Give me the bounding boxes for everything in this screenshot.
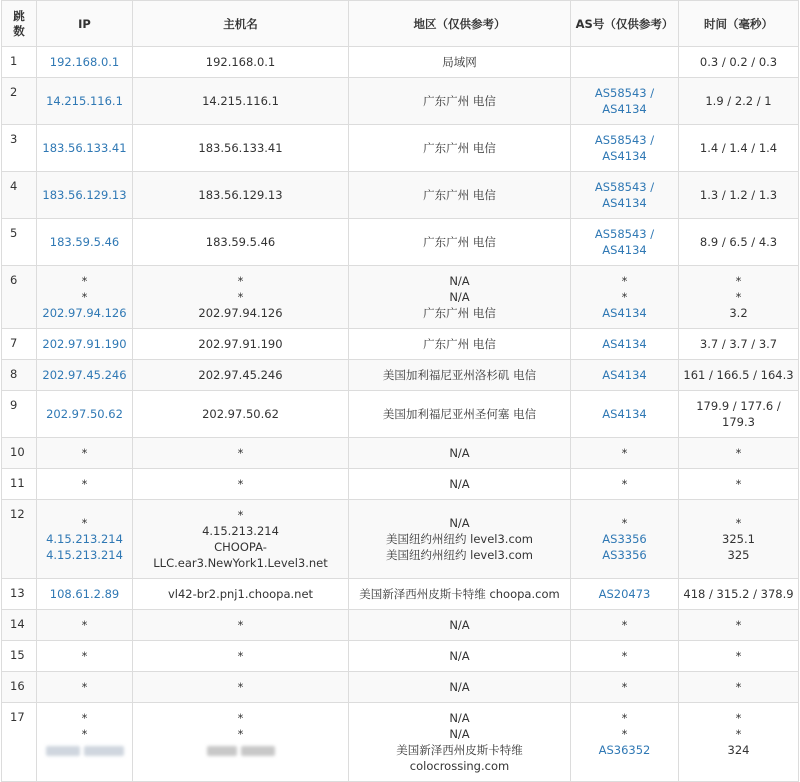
hostname-line: * [237,727,244,741]
as-cell [571,219,679,266]
table-row [2,125,799,172]
ip-cell [37,438,133,469]
table-row [2,172,799,219]
ip-line[interactable]: 202.97.94.126 [42,306,127,320]
ip-cell [37,329,133,360]
ip-line[interactable]: 4.15.213.214 [46,548,123,562]
table-row [2,469,799,500]
hop-number: 8 [2,360,37,391]
hostname-cell [133,500,349,579]
ip-cell [37,219,133,266]
as-line[interactable]: AS4134 [602,407,647,421]
region-line: 美国加利福尼亚州洛杉矶 电信 [382,368,537,382]
time-line: 0.3 / 0.2 / 0.3 [699,55,778,69]
hop-number: 6 [2,266,37,329]
ip-line[interactable]: 108.61.2.89 [49,587,120,601]
time-line: * [735,618,742,632]
hostname-line: * [237,618,244,632]
region-line: colocrossing.com [409,759,510,773]
region-line: 广东广州 电信 [423,337,496,351]
as-line[interactable]: AS20473 [598,587,651,601]
time-line: 179.3 [722,415,755,429]
ip-line: * [81,274,88,288]
time-line: * [735,274,742,288]
region-line: N/A [449,290,470,304]
header-as: AS号（仅供参考） [571,1,679,47]
hostname-line: 202.97.45.246 [198,368,283,382]
region-cell [349,438,571,469]
ip-cell [37,579,133,610]
region-line: 美国纽约州纽约 level3.com [385,532,534,546]
hostname-cell [133,78,349,125]
as-cell [571,360,679,391]
as-line[interactable]: AS58543 / [594,180,655,194]
hostname-line: * [237,290,244,304]
as-line: * [621,618,628,632]
hostname-cell [133,579,349,610]
time-line: 3.2 [729,306,748,320]
hostname-cell [133,703,349,782]
as-line: * [621,290,628,304]
as-line: * [621,274,628,288]
time-cell [679,219,799,266]
time-line: * [735,290,742,304]
table-row [2,329,799,360]
region-line: N/A [449,516,470,530]
table-row [2,672,799,703]
table-row [2,391,799,438]
hostname-line: 183.59.5.46 [205,235,276,249]
as-line: * [621,727,628,741]
region-cell [349,391,571,438]
header-time: 时间（毫秒） [679,1,799,47]
region-cell [349,500,571,579]
ip-cell [37,47,133,78]
hop-number: 5 [2,219,37,266]
hostname-cell [133,266,349,329]
region-cell [349,360,571,391]
time-cell [679,391,799,438]
as-cell [571,703,679,782]
region-cell [349,610,571,641]
as-line[interactable]: AS4134 [602,337,647,351]
hop-number: 10 [2,438,37,469]
table-row [2,219,799,266]
as-cell [571,172,679,219]
hostname-line: * [237,446,244,460]
ip-line[interactable]: 202.97.50.62 [46,407,123,421]
as-line[interactable]: AS3356 [602,532,647,546]
region-line: 广东广州 电信 [423,94,496,108]
ip-line: * [81,727,88,741]
as-cell [571,329,679,360]
header-ip: IP [37,1,133,47]
time-cell [679,266,799,329]
ip-line[interactable]: 183.56.129.13 [42,188,127,202]
ip-cell [37,172,133,219]
table-row [2,78,799,125]
hostname-line: 183.56.133.41 [198,141,283,155]
ip-line[interactable]: 183.56.133.41 [42,141,127,155]
region-line: N/A [449,477,470,491]
region-line: N/A [449,618,470,632]
hostname-cell [133,172,349,219]
hostname-cell [133,360,349,391]
hostname-line: 4.15.213.214 [202,524,279,538]
ip-line: * [81,446,88,460]
as-line: * [621,516,628,530]
hostname-cell [133,641,349,672]
time-cell [679,703,799,782]
time-line: * [735,516,742,530]
region-line: 局域网 [442,55,477,69]
region-line: 广东广州 电信 [423,141,496,155]
as-line[interactable]: AS4134 [602,306,647,320]
hop-number: 15 [2,641,37,672]
ip-line[interactable]: 192.168.0.1 [49,55,120,69]
as-cell [571,47,679,78]
redacted-hostname [135,742,346,759]
as-cell [571,78,679,125]
hostname-line: 14.215.116.1 [202,94,279,108]
hop-number: 14 [2,610,37,641]
ip-cell [37,78,133,125]
time-line: 3.7 / 3.7 / 3.7 [699,337,778,351]
hostname-line: * [237,680,244,694]
time-line: * [735,477,742,491]
ip-line: * [81,649,88,663]
hostname-line: vl42-br2.pnj1.choopa.net [167,587,314,601]
hostname-line: 202.97.91.190 [198,337,283,351]
hop-number: 17 [2,703,37,782]
as-line[interactable]: AS36352 [598,743,651,757]
header-hop: 跳 数 [2,1,37,47]
ip-cell [37,125,133,172]
region-cell [349,469,571,500]
header-hostname: 主机名 [133,1,349,47]
time-line: 325 [727,548,750,562]
table-row [2,641,799,672]
ip-line: * [81,680,88,694]
region-line: N/A [449,711,470,725]
as-line[interactable]: AS58543 / [594,133,655,147]
hop-number: 16 [2,672,37,703]
table-row [2,703,799,782]
hostname-cell [133,391,349,438]
time-cell [679,172,799,219]
time-cell [679,329,799,360]
ip-line: * [81,516,88,530]
time-cell [679,125,799,172]
table-row [2,47,799,78]
as-line: * [621,711,628,725]
ip-line: * [81,711,88,725]
hostname-cell [133,610,349,641]
region-cell [349,329,571,360]
time-cell [679,360,799,391]
ip-line[interactable]: 183.59.5.46 [49,235,120,249]
as-cell [571,500,679,579]
hop-number: 1 [2,47,37,78]
table-header-row [2,1,799,47]
time-line: 1.4 / 1.4 / 1.4 [699,141,778,155]
hostname-line: 192.168.0.1 [205,55,276,69]
hostname-cell [133,469,349,500]
region-line: 美国纽约州纽约 level3.com [385,548,534,562]
as-line: * [621,649,628,663]
time-line: * [735,649,742,663]
region-cell [349,579,571,610]
as-cell [571,266,679,329]
as-cell [571,391,679,438]
as-cell [571,438,679,469]
region-line: 广东广州 电信 [423,188,496,202]
region-cell [349,266,571,329]
ip-cell [37,641,133,672]
as-line[interactable]: AS4134 [602,102,647,116]
time-cell [679,500,799,579]
time-cell [679,579,799,610]
as-cell [571,469,679,500]
time-line: 1.3 / 1.2 / 1.3 [699,188,778,202]
redacted-ip [39,742,130,759]
region-line: N/A [449,727,470,741]
as-line[interactable]: AS4134 [602,196,647,210]
as-line: * [621,680,628,694]
region-cell [349,47,571,78]
as-line[interactable]: AS58543 / [594,86,655,100]
hostname-line: * [237,477,244,491]
as-cell [571,579,679,610]
table-row [2,360,799,391]
ip-line[interactable]: 4.15.213.214 [46,532,123,546]
as-cell [571,641,679,672]
hostname-line: * [237,649,244,663]
time-cell [679,47,799,78]
ip-cell [37,610,133,641]
hop-number: 3 [2,125,37,172]
time-line: 179.9 / 177.6 / [696,399,781,413]
time-line: 161 / 166.5 / 164.3 [683,368,794,382]
ip-cell [37,500,133,579]
time-line: * [735,727,742,741]
time-line: 8.9 / 6.5 / 4.3 [699,235,778,249]
hop-number: 11 [2,469,37,500]
time-line: 325.1 [722,532,755,546]
region-line: 美国加利福尼亚州圣何塞 电信 [382,407,537,421]
table-row [2,610,799,641]
ip-cell [37,391,133,438]
region-line: 美国新泽西州皮斯卡特维 choopa.com [359,587,560,601]
time-cell [679,610,799,641]
time-cell [679,78,799,125]
ip-cell [37,266,133,329]
ip-line: * [81,618,88,632]
region-line: 广东广州 电信 [423,235,496,249]
hostname-line: CHOOPA- [214,540,267,554]
table-row [2,438,799,469]
hostname-line: * [237,274,244,288]
as-cell [571,125,679,172]
hostname-cell [133,438,349,469]
time-cell [679,469,799,500]
time-cell [679,438,799,469]
hostname-line: 202.97.50.62 [202,407,279,421]
hop-number: 4 [2,172,37,219]
ip-cell [37,469,133,500]
region-line: N/A [449,649,470,663]
ip-cell [37,360,133,391]
region-cell [349,172,571,219]
table-row [2,500,799,579]
ip-cell [37,672,133,703]
region-cell [349,125,571,172]
region-cell [349,219,571,266]
hostname-cell [133,329,349,360]
region-cell [349,672,571,703]
region-line: 美国新泽西州皮斯卡特维 [396,743,523,757]
hostname-cell [133,125,349,172]
hostname-line: * [237,508,244,522]
region-cell [349,641,571,672]
hostname-line: 183.56.129.13 [198,188,283,202]
ip-line[interactable]: 202.97.45.246 [42,368,127,382]
ip-line: * [81,477,88,491]
hop-number: 2 [2,78,37,125]
hop-number: 7 [2,329,37,360]
time-line: * [735,446,742,460]
as-cell [571,672,679,703]
as-cell [571,610,679,641]
hostname-cell [133,672,349,703]
as-line[interactable]: AS58543 / [594,227,655,241]
as-line[interactable]: AS3356 [602,548,647,562]
hostname-line: LLC.ear3.NewYork1.Level3.net [153,556,328,570]
as-line: * [621,446,628,460]
as-line[interactable]: AS4134 [602,243,647,257]
hop-number: 13 [2,579,37,610]
as-line: * [621,477,628,491]
region-cell [349,78,571,125]
time-cell [679,672,799,703]
table-row [2,266,799,329]
traceroute-table [1,0,799,782]
region-line: N/A [449,446,470,460]
time-line: 1.9 / 2.2 / 1 [705,94,772,108]
as-line[interactable]: AS4134 [602,149,647,163]
time-line: * [735,680,742,694]
ip-line[interactable]: 14.215.116.1 [46,94,123,108]
table-body [2,47,799,782]
time-line: * [735,711,742,725]
hop-number: 9 [2,391,37,438]
region-line: N/A [449,680,470,694]
ip-line[interactable]: 202.97.91.190 [42,337,127,351]
hostname-line: * [237,711,244,725]
region-line: N/A [449,274,470,288]
region-cell [349,703,571,782]
region-line: 广东广州 电信 [423,306,496,320]
as-line[interactable]: AS4134 [602,368,647,382]
hostname-line: 202.97.94.126 [198,306,283,320]
table-row [2,579,799,610]
time-line: 418 / 315.2 / 378.9 [683,587,794,601]
time-line: 324 [727,743,750,757]
ip-line: * [81,290,88,304]
header-region: 地区（仅供参考） [349,1,571,47]
time-cell [679,641,799,672]
hostname-cell [133,219,349,266]
ip-cell [37,703,133,782]
hop-number: 12 [2,500,37,579]
hostname-cell [133,47,349,78]
